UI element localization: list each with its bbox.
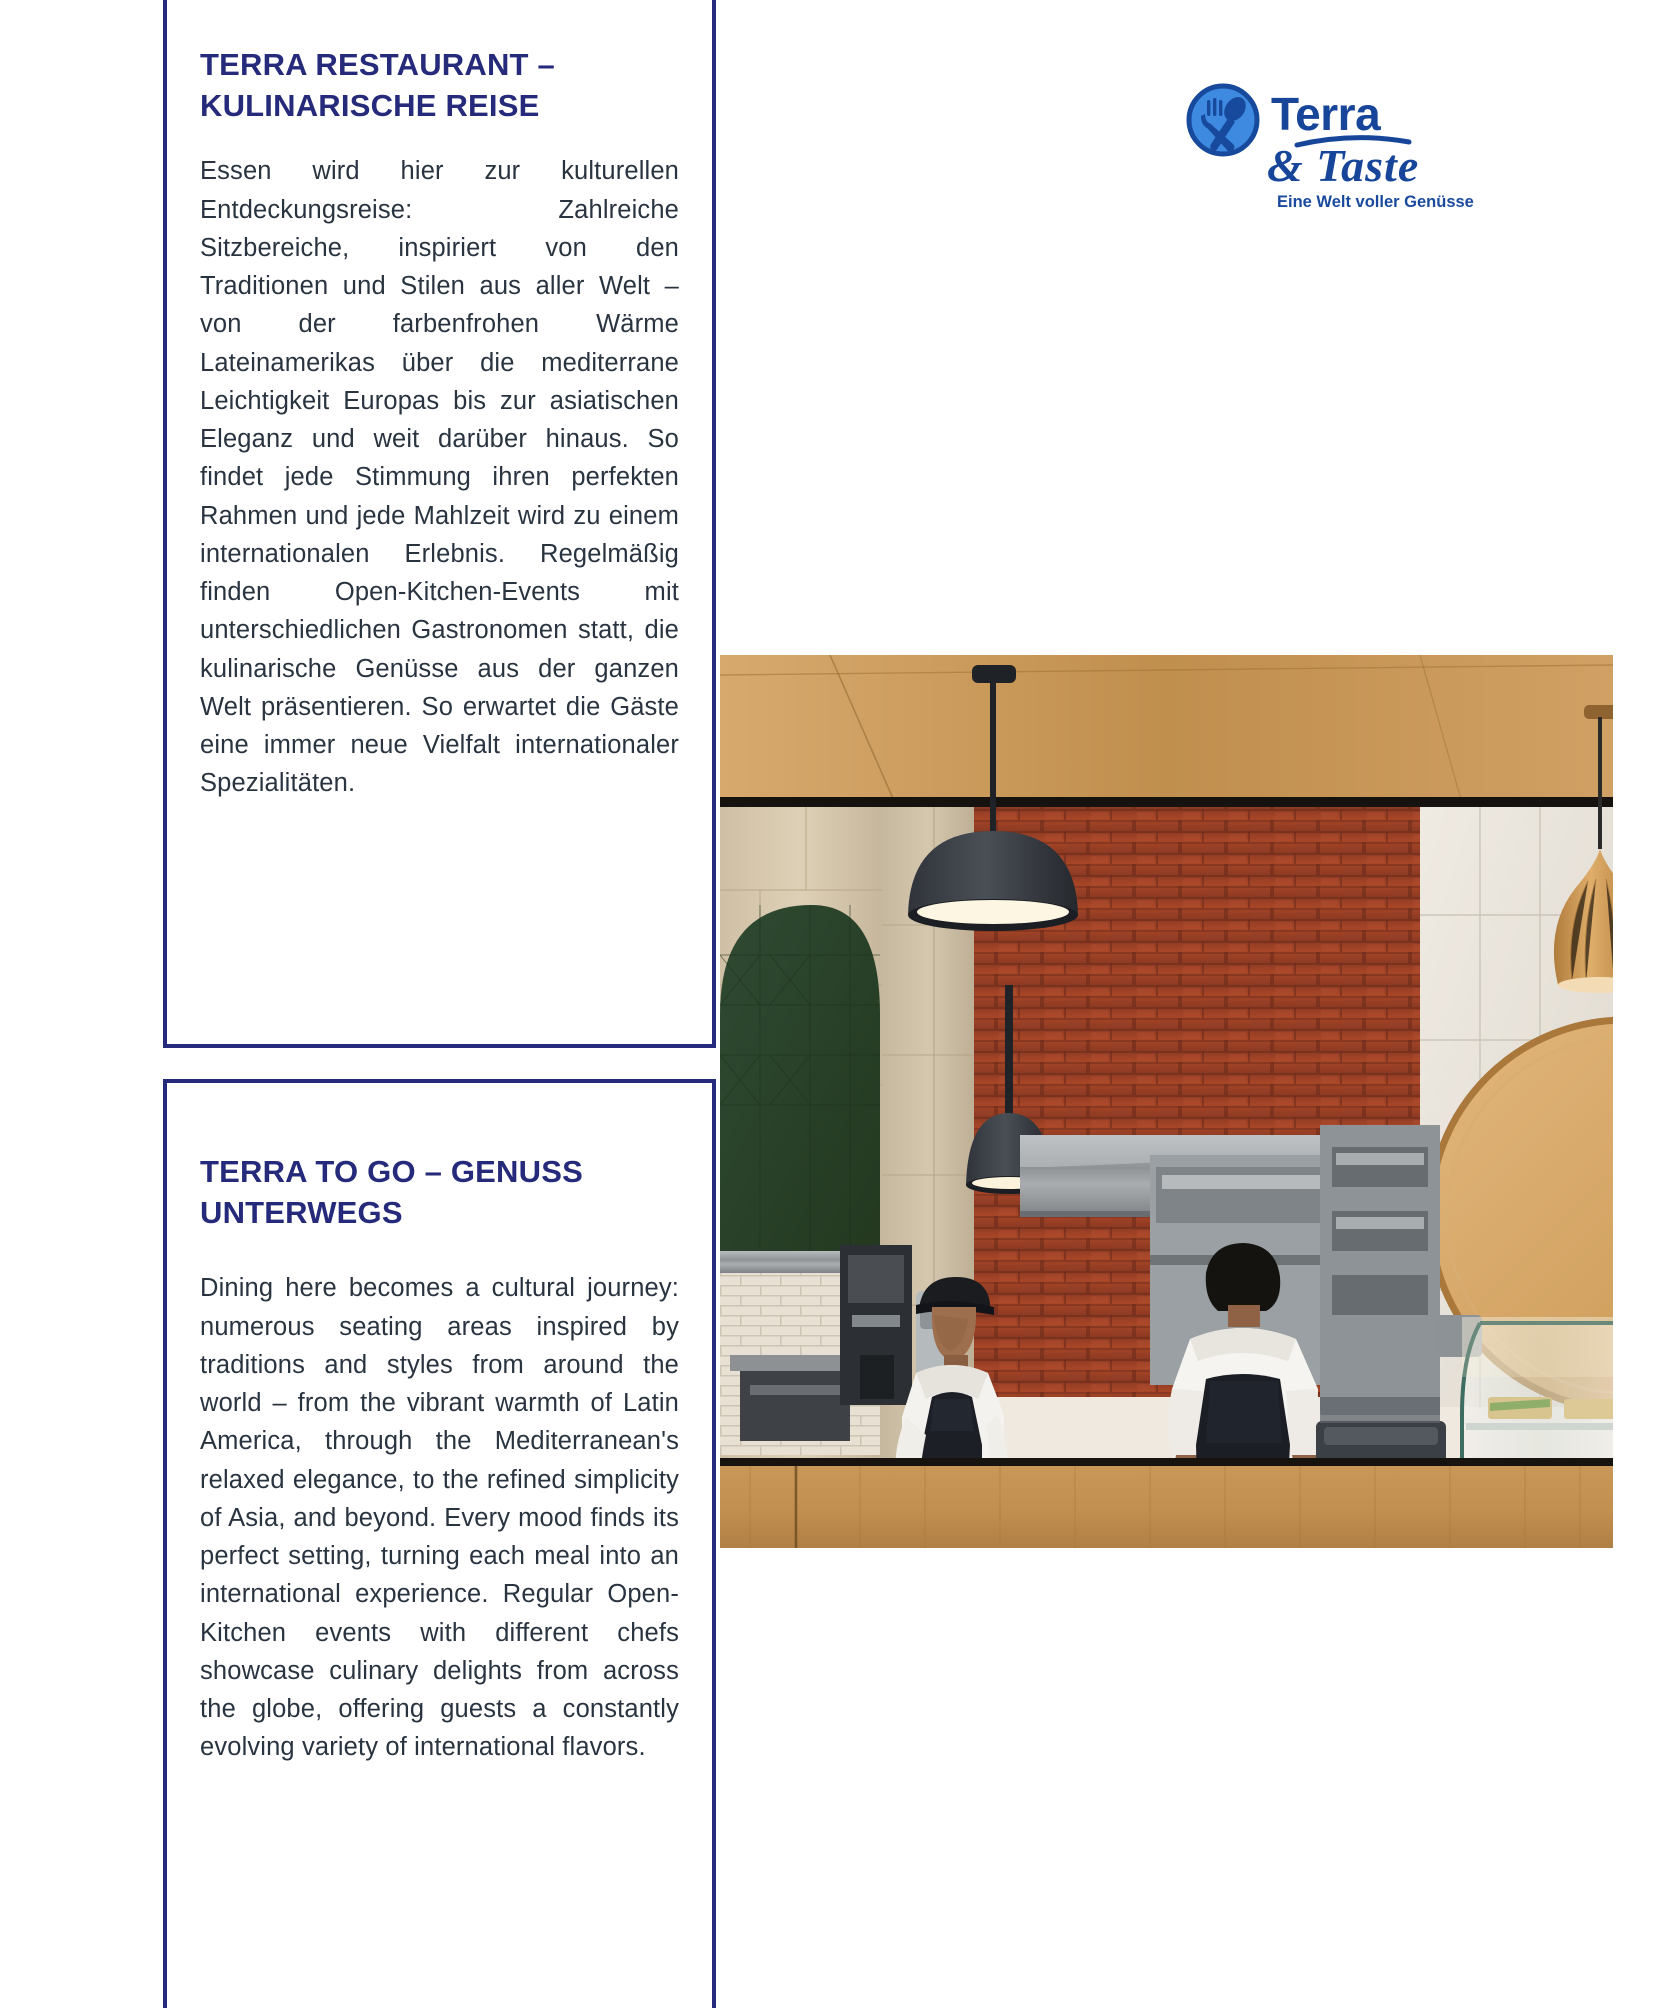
counter-front-wood-panel [720, 1458, 1613, 1548]
fork-and-spoon-circle-icon [1189, 86, 1257, 154]
terra-and-taste-logo [1185, 82, 1475, 217]
terra-and-taste-logo-graphic [1185, 82, 1475, 217]
card-terra-restaurant-title: TERRA RESTAURANT – KULINARISCHE REISE [200, 47, 555, 124]
open-kitchen-photo-graphic [720, 655, 1613, 1548]
card-terra-restaurant [163, 0, 716, 1048]
logo-word-terra: Terra [1271, 88, 1381, 140]
card-terra-to-go-body: Dining here becomes a cultural journey: numerous seating areas inspired by traditions and styles from around the world – from the vibrant warmth of Latin America, through the Mediterranean's relaxed elegance, to the refined simplicity of Asia, and beyond. Every mood finds its perfect setting, turning each meal into an international experience. Regular Open-Kitchen events with different chefs showcase culinary delights from across the globe, offering guests a constantly evolving variety of international flavors. [200, 1274, 679, 1762]
open-kitchen-photo [720, 655, 1613, 1548]
card-terra-restaurant-body: Essen wird hier zur kulturellen Entdeckungsreise: Zahlreiche Sitzbereiche, inspiriert von den Traditionen und Stilen aus aller Welt – von der farbenfrohen Wärme Lateinamerikas über die mediterrane Leichtigkeit Europas bis zur asiatischen Eleganz und weit darüber hinaus. So findet jede Stimmung ihren perfekten Rahmen und jede Mahlzeit wird zu einem internationalen Erlebnis. Regelmäßig finden Open-Kitchen-Events mit unterschiedlichen Gastronomen statt, die kulinarische Genüsse aus der ganzen Welt präsentieren. So erwartet die Gäste eine immer neue Vielfalt internationaler Spezialitäten. [200, 157, 679, 798]
card-terra-to-go-inner [167, 1083, 712, 1767]
counter-front-wood-graphic [720, 1458, 1613, 1548]
card-terra-to-go-title: TERRA TO GO – GENUSS UNTERWEGS [200, 1154, 583, 1231]
card-terra-restaurant-inner [167, 0, 712, 803]
logo-word-and-taste: & Taste [1267, 140, 1420, 191]
card-terra-to-go [163, 1079, 716, 2008]
logo-tagline: Eine Welt voller Genüsse [1277, 193, 1474, 211]
